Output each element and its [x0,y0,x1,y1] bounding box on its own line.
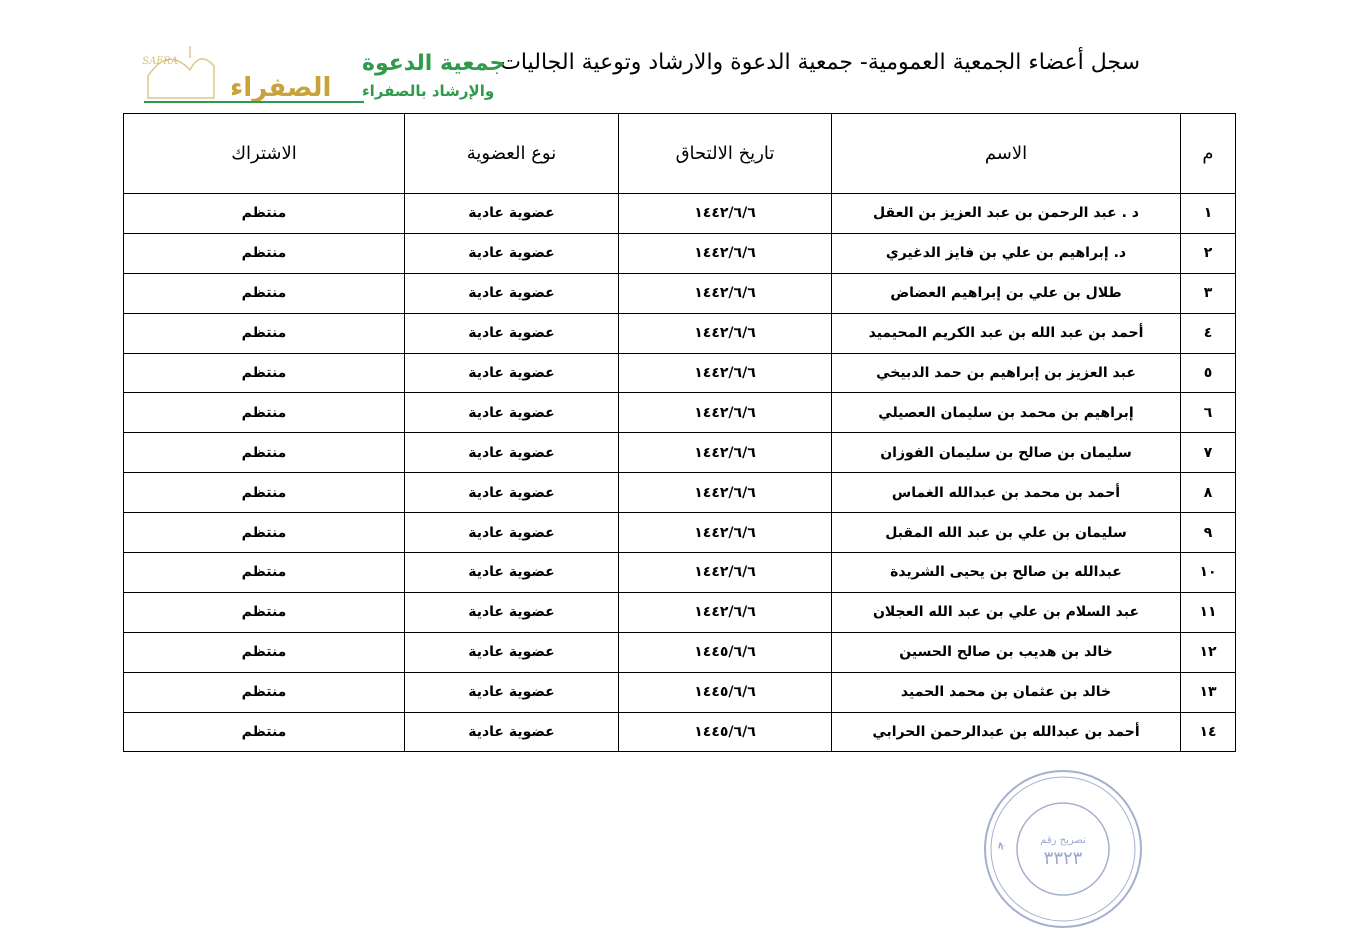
cell-name: طلال بن علي بن إبراهيم العضاض [832,273,1181,313]
header-date: تاريخ الالتحاق [619,114,832,194]
cell-name: سليمان بن علي بن عبد الله المقبل [832,513,1181,553]
cell-type: عضوية عادية [405,513,619,553]
cell-subscription: منتظم [124,433,405,473]
official-stamp [982,768,1144,930]
stamp-outer-text: ج [992,840,1007,850]
cell-date: ١٤٤٢/٦/٦ [619,353,832,393]
cell-num: ٦ [1181,393,1236,433]
table-row [124,553,1236,593]
cell-num: ٨ [1181,473,1236,513]
cell-subscription: منتظم [124,712,405,752]
organization-logo [138,40,506,108]
cell-type: عضوية عادية [405,233,619,273]
cell-num: ١٢ [1181,632,1236,672]
cell-date: ١٤٤٢/٦/٦ [619,393,832,433]
header-name: الاسم [832,114,1181,194]
table-row [124,313,1236,353]
cell-num: ٣ [1181,273,1236,313]
cell-type: عضوية عادية [405,712,619,752]
cell-date: ١٤٤٢/٦/٦ [619,273,832,313]
table-header-row [124,114,1236,194]
cell-name: أحمد بن عبدالله بن عبدالرحمن الحرابي [832,712,1181,752]
table-row [124,473,1236,513]
header-type: نوع العضوية [405,114,619,194]
table-row [124,592,1236,632]
cell-date: ١٤٤٢/٦/٦ [619,473,832,513]
cell-num: ٧ [1181,433,1236,473]
cell-type: عضوية عادية [405,353,619,393]
table-row [124,273,1236,313]
cell-subscription: منتظم [124,393,405,433]
table-row [124,513,1236,553]
cell-name: عبد السلام بن علي بن عبد الله العجلان [832,592,1181,632]
cell-num: ١١ [1181,592,1236,632]
cell-date: ١٤٤٢/٦/٦ [619,433,832,473]
cell-subscription: منتظم [124,513,405,553]
cell-name: عبد العزيز بن إبراهيم بن حمد الدبيخي [832,353,1181,393]
cell-num: ٥ [1181,353,1236,393]
cell-subscription: منتظم [124,473,405,513]
cell-name: أحمد بن محمد بن عبدالله الغماس [832,473,1181,513]
cell-date: ١٤٤٥/٦/٦ [619,712,832,752]
cell-subscription: منتظم [124,233,405,273]
cell-num: ١٤ [1181,712,1236,752]
cell-type: عضوية عادية [405,433,619,473]
logo-line1: جمعية الدعوة [362,51,506,76]
table-row [124,353,1236,393]
table-row [124,194,1236,234]
cell-date: ١٤٤٢/٦/٦ [619,513,832,553]
cell-subscription: منتظم [124,672,405,712]
cell-type: عضوية عادية [405,273,619,313]
table-row [124,433,1236,473]
cell-date: ١٤٤٢/٦/٦ [619,553,832,593]
cell-type: عضوية عادية [405,672,619,712]
members-table [123,113,1236,752]
table-row [124,632,1236,672]
cell-name: عبدالله بن صالح بن يحيى الشريدة [832,553,1181,593]
table-row [124,233,1236,273]
cell-type: عضوية عادية [405,194,619,234]
page-title: سجل أعضاء الجمعية العمومية- جمعية الدعوة والارشاد وتوعية الجاليات [500,50,1140,75]
logo-big-word: الصفراء [230,73,332,103]
cell-date: ١٤٤٢/٦/٦ [619,313,832,353]
cell-date: ١٤٤٥/٦/٦ [619,672,832,712]
cell-type: عضوية عادية [405,592,619,632]
table-row [124,712,1236,752]
cell-name: د. إبراهيم بن علي بن فايز الدغيري [832,233,1181,273]
stamp-number: ٣٣٢٣ [1043,848,1083,869]
cell-date: ١٤٤٢/٦/٦ [619,233,832,273]
cell-name: د . عبد الرحمن بن عبد العزيز بن العقل [832,194,1181,234]
cell-type: عضوية عادية [405,313,619,353]
cell-name: خالد بن عثمان بن محمد الحميد [832,672,1181,712]
cell-name: إبراهيم بن محمد بن سليمان العصيلي [832,393,1181,433]
header-subscription: الاشتراك [124,114,405,194]
cell-type: عضوية عادية [405,553,619,593]
cell-num: ١٣ [1181,672,1236,712]
cell-num: ٤ [1181,313,1236,353]
cell-subscription: منتظم [124,353,405,393]
header-num: م [1181,114,1236,194]
cell-name: خالد بن هديب بن صالح الحسين [832,632,1181,672]
cell-type: عضوية عادية [405,473,619,513]
cell-subscription: منتظم [124,553,405,593]
cell-subscription: منتظم [124,632,405,672]
cell-date: ١٤٤٥/٦/٦ [619,632,832,672]
logo-latin-text: SAFRA [142,56,178,67]
table-row [124,393,1236,433]
cell-date: ١٤٤٢/٦/٦ [619,592,832,632]
cell-type: عضوية عادية [405,632,619,672]
cell-subscription: منتظم [124,592,405,632]
cell-num: ٩ [1181,513,1236,553]
cell-name: أحمد بن عبد الله بن عبد الكريم المحيميد [832,313,1181,353]
stamp-label: تصريح رقم [1040,835,1086,846]
cell-subscription: منتظم [124,313,405,353]
cell-date: ١٤٤٢/٦/٦ [619,194,832,234]
logo-line2: والإرشاد بالصفراء [362,82,495,100]
table-row [124,672,1236,712]
cell-name: سليمان بن صالح بن سليمان الفوزان [832,433,1181,473]
cell-subscription: منتظم [124,194,405,234]
cell-subscription: منتظم [124,273,405,313]
cell-num: ٢ [1181,233,1236,273]
cell-num: ١٠ [1181,553,1236,593]
cell-num: ١ [1181,194,1236,234]
cell-type: عضوية عادية [405,393,619,433]
